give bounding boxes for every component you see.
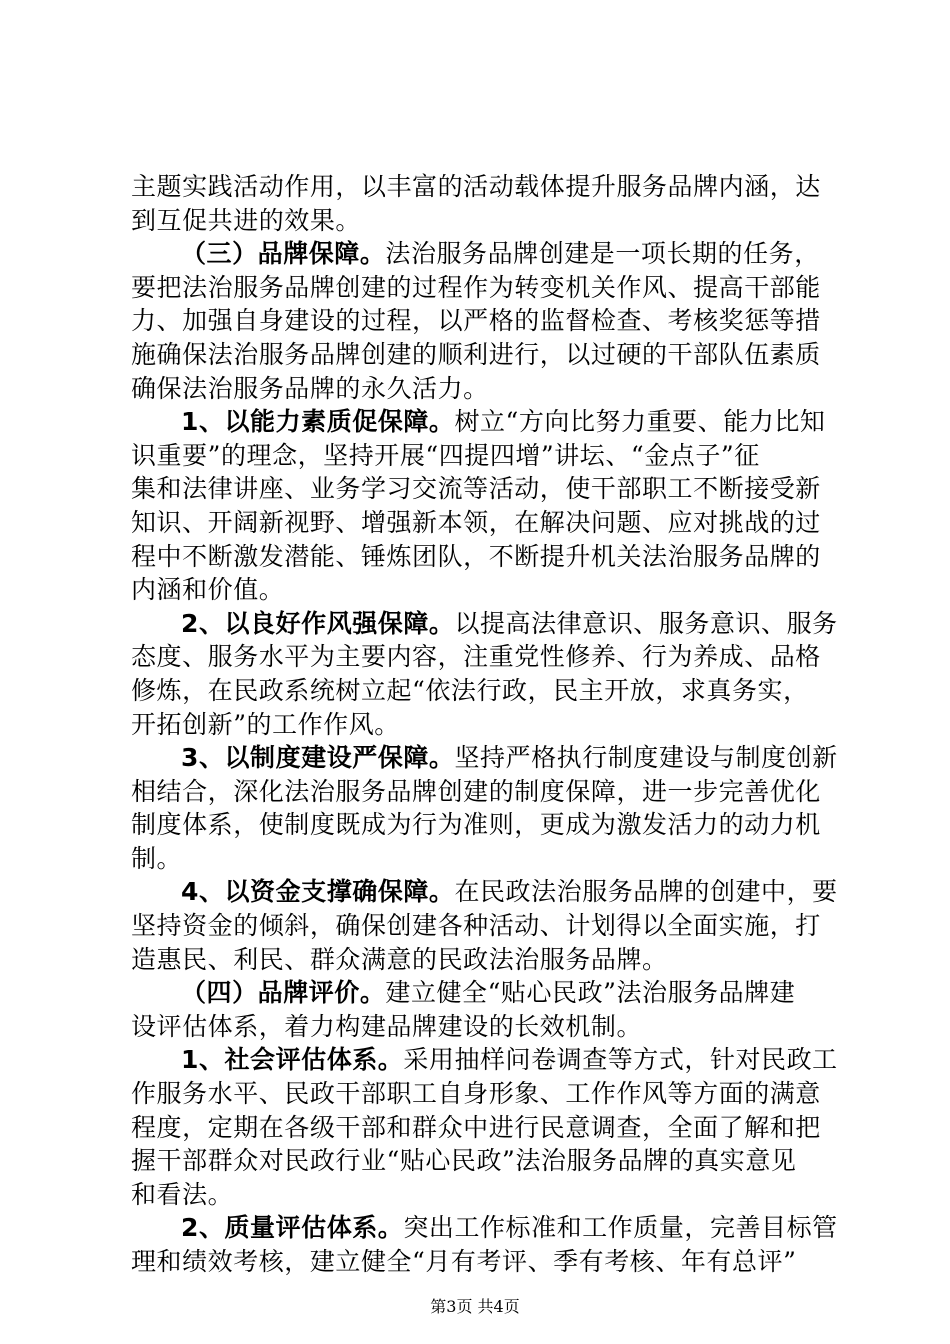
line-text: 确保法治服务品牌的永久活力。 (131, 373, 489, 403)
line-text: 在民政法治服务品牌的创建中，要 (454, 877, 838, 907)
line-text: 识重要”的理念，坚持开展“四提四增”讲坛、“金点子”征 (131, 440, 760, 470)
text-line-29 (131, 1111, 831, 1145)
line-text: 握干部群众对民政行业“贴心民政”法治服务品牌的真实意见 (131, 1146, 797, 1176)
line-text: 内涵和价值。 (131, 575, 285, 605)
text-line-23 (131, 909, 831, 943)
line-text: 以提高法律意识、服务意识、服务 (454, 608, 838, 638)
line-text: 主题实践活动作用，以丰富的活动载体提升服务品牌内涵，达 (131, 172, 821, 201)
line-text: 力、加强自身建设的过程，以严格的监督检查、考核奖惩等措 (131, 306, 821, 336)
line-text: 坚持资金的倾斜，确保创建各种活动、计划得以全面实施，打 (131, 911, 821, 941)
text-line-1 (131, 170, 831, 204)
line-text: 作服务水平、民政干部职工自身形象、工作作风等方面的满意 (131, 1079, 821, 1109)
text-line-19 (131, 775, 831, 809)
text-line-9 (131, 439, 831, 473)
section-4-heading-line (131, 976, 831, 1010)
line-text: 树立“方向比努力重要、能力比知 (454, 407, 826, 437)
text-line-24 (131, 943, 831, 977)
line-text: 态度、服务水平为主要内容，注重党性修养、行为养成、品格 (131, 642, 821, 672)
text-line-21 (131, 842, 831, 876)
line-text: 制度体系，使制度既成为行为准则，更成为激发活力的动力机 (131, 810, 821, 840)
text-line-26 (131, 1010, 831, 1044)
text-line-33 (131, 1245, 831, 1279)
line-text: 理和绩效考核，建立健全“月有考评、季有考核、年有总评” (131, 1247, 797, 1276)
line-text: 采用抽样问卷调查等方式，针对民政工 (403, 1045, 838, 1075)
text-line-13 (131, 573, 831, 607)
text-line-15 (131, 640, 831, 674)
line-text: 到互促共进的效果。 (131, 205, 361, 235)
item-4-heading-line (131, 875, 838, 909)
text-line-10 (131, 472, 831, 506)
line-heading: 2、质量评估体系。 (181, 1213, 404, 1243)
line-text: 知识、开阔新视野、增强新本领，在解决问题、应对挑战的过 (131, 507, 821, 537)
text-line-28 (131, 1077, 831, 1111)
line-text: 和看法。 (131, 1179, 234, 1209)
text-line-5 (131, 304, 831, 338)
section-3-heading-line (131, 237, 831, 271)
text-line-7 (131, 372, 831, 406)
line-text: 要把法治服务品牌创建的过程作为转变机关作风、提高干部能 (131, 272, 821, 302)
item-2-heading-line (131, 607, 838, 641)
eval-1-heading-line (131, 1043, 838, 1077)
line-text: 程度，定期在各级干部和群众中进行民意调查，全面了解和把 (131, 1112, 821, 1142)
text-line-2 (131, 204, 831, 238)
line-text: 设评估体系，着力构建品牌建设的长效机制。 (131, 1011, 643, 1041)
line-text: 修炼，在民政系统树立起“依法行政，民主开放，求真务实， (131, 675, 809, 705)
line-text: 集和法律讲座、业务学习交流等活动，使干部职工不断接受新 (131, 474, 821, 504)
line-text: 法治服务品牌创建是一项长期的任务， (385, 239, 820, 269)
document-body (131, 170, 838, 1279)
line-heading: 1、以能力素质促保障。 (181, 407, 455, 437)
line-text: 制。 (131, 843, 183, 873)
text-line-12 (131, 540, 831, 574)
item-1-heading-line (131, 405, 831, 439)
line-heading: 1、社会评估体系。 (181, 1045, 404, 1075)
text-line-20 (131, 808, 831, 842)
text-line-31 (131, 1178, 831, 1212)
text-line-6 (131, 338, 831, 372)
line-text: 建立健全“贴心民政”法治服务品牌建 (385, 978, 796, 1008)
line-text: 程中不断激发潜能、锤炼团队，不断提升机关法治服务品牌的 (131, 541, 821, 571)
eval-2-heading-line (131, 1211, 838, 1245)
line-heading: 4、以资金支撑确保障。 (181, 877, 455, 907)
text-line-16 (131, 674, 831, 708)
line-text: 突出工作标准和工作质量，完善目标管 (403, 1213, 838, 1243)
line-text: 开拓创新”的工作作风。 (131, 709, 400, 739)
text-line-17 (131, 708, 831, 742)
line-text: 造惠民、利民、群众满意的民政法治服务品牌。 (131, 944, 668, 974)
text-line-11 (131, 506, 831, 540)
line-text: 施确保法治服务品牌创建的顺利进行，以过硬的干部队伍素质 (131, 339, 821, 369)
text-line-4 (131, 271, 831, 305)
line-text: 相结合，深化法治服务品牌创建的制度保障，进一步完善优化 (131, 776, 821, 806)
line-heading: 3、以制度建设严保障。 (181, 743, 455, 773)
item-3-heading-line (131, 741, 838, 775)
line-heading: （三）品牌保障。 (181, 239, 386, 269)
line-heading: （四）品牌评价。 (181, 978, 386, 1008)
line-heading: 2、以良好作风强保障。 (181, 608, 455, 638)
text-line-30 (131, 1144, 831, 1178)
line-text: 坚持严格执行制度建设与制度创新 (454, 743, 838, 773)
page-footer: 第3页 共4页 (430, 1297, 520, 1316)
